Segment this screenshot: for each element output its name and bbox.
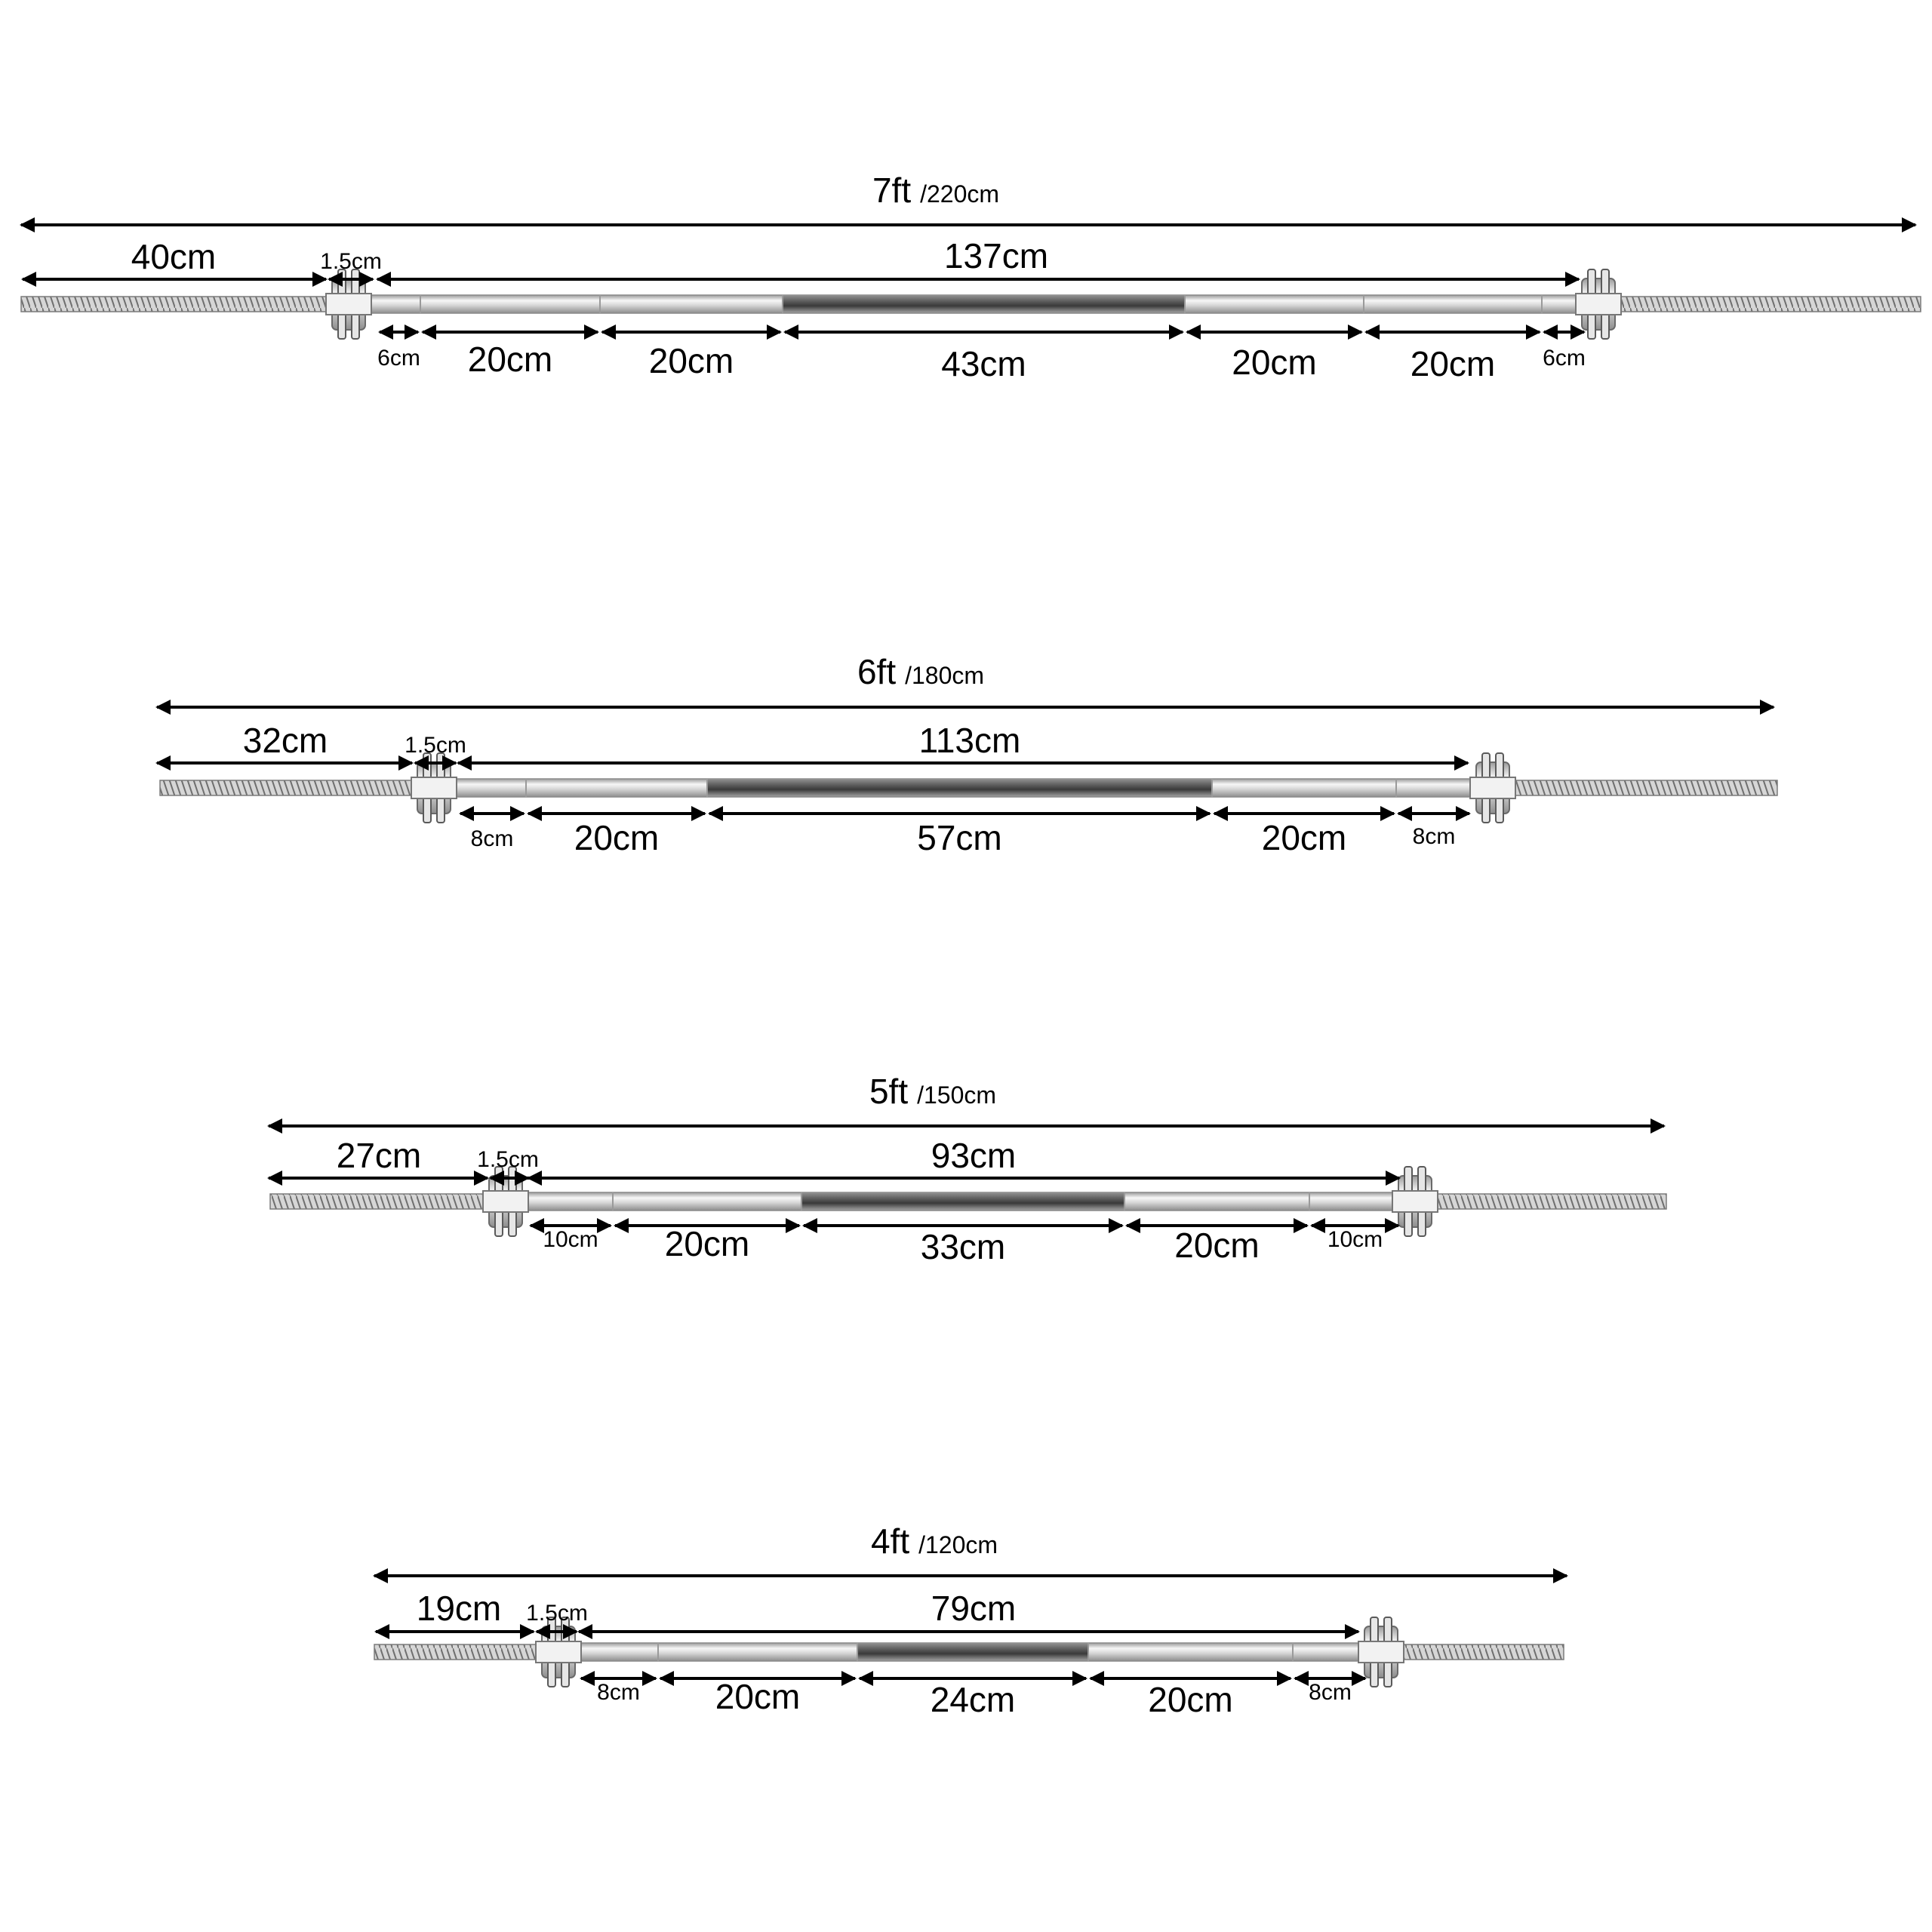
segment-label: 20cm <box>1232 343 1317 382</box>
segment-label: 6cm <box>1543 346 1586 371</box>
bar-length-ft: 6ft <box>857 652 897 691</box>
collar-width-label: 1.5cm <box>405 733 466 758</box>
bar-length-cm: /220cm <box>920 180 1000 208</box>
segment-label: 20cm <box>648 341 734 380</box>
segment-label: 20cm <box>1174 1226 1260 1265</box>
center-grip <box>783 296 1185 312</box>
segment-label: 20cm <box>574 818 660 857</box>
segment-label: 20cm <box>664 1224 750 1263</box>
sleeve-length-label: 19cm <box>416 1589 502 1628</box>
right-sleeve-thread <box>1415 1194 1666 1209</box>
segment-label: 24cm <box>930 1680 1016 1719</box>
sleeve-length-label: 40cm <box>131 237 217 276</box>
segment-label: 10cm <box>1327 1227 1383 1252</box>
segment-label: 20cm <box>1148 1680 1233 1719</box>
bar-length-ft: 5ft <box>869 1072 909 1111</box>
segment-label: 8cm <box>1309 1680 1352 1705</box>
inner-length-label: 113cm <box>918 721 1021 760</box>
segment-label: 20cm <box>1261 818 1347 857</box>
right-collar <box>1470 753 1515 823</box>
right-collar <box>1358 1617 1404 1687</box>
collar-width-label: 1.5cm <box>526 1601 588 1626</box>
bar-title <box>872 171 999 210</box>
bar-length-ft: 7ft <box>872 171 912 210</box>
bar-title <box>857 652 984 691</box>
center-grip <box>801 1193 1124 1210</box>
right-sleeve-thread <box>1598 297 1921 312</box>
barbell-7ft <box>21 171 1921 383</box>
center-grip <box>707 780 1212 796</box>
segment-label: 10cm <box>543 1227 598 1252</box>
right-sleeve-thread <box>1381 1644 1564 1660</box>
segment-label: 8cm <box>597 1680 640 1705</box>
bar-title <box>869 1072 996 1111</box>
segment-label: 43cm <box>941 344 1026 383</box>
barbell-5ft <box>269 1072 1666 1266</box>
right-collar <box>1576 269 1621 339</box>
left-sleeve-thread <box>374 1644 558 1660</box>
left-sleeve-thread <box>270 1194 506 1209</box>
inner-length-label: 79cm <box>931 1589 1017 1628</box>
collar-width-label: 1.5cm <box>320 249 382 274</box>
segment-label: 20cm <box>467 340 553 379</box>
center-grip <box>857 1644 1088 1660</box>
left-collar <box>536 1617 581 1687</box>
bar-length-cm: /180cm <box>905 662 985 689</box>
barbell-6ft <box>157 652 1777 857</box>
segment-label: 57cm <box>917 818 1002 857</box>
bar-length-ft: 4ft <box>870 1521 910 1561</box>
barbell-4ft <box>374 1521 1567 1719</box>
bar-length-cm: /120cm <box>918 1531 998 1558</box>
collar-width-label: 1.5cm <box>477 1147 539 1172</box>
left-sleeve-thread <box>160 780 434 795</box>
segment-label: 6cm <box>377 346 420 371</box>
bar-title <box>871 1521 998 1561</box>
right-sleeve-thread <box>1493 780 1777 795</box>
inner-length-label: 93cm <box>931 1136 1017 1175</box>
segment-label: 8cm <box>470 826 514 851</box>
sleeve-length-label: 27cm <box>336 1136 422 1175</box>
segment-label: 20cm <box>1410 344 1496 383</box>
sleeve-length-label: 32cm <box>242 721 328 760</box>
bar-length-cm: /150cm <box>917 1081 997 1109</box>
segment-label: 20cm <box>715 1677 801 1716</box>
segment-label: 33cm <box>920 1227 1006 1266</box>
segment-label: 8cm <box>1412 824 1456 849</box>
left-sleeve-thread <box>21 297 349 312</box>
inner-length-label: 137cm <box>943 236 1049 275</box>
